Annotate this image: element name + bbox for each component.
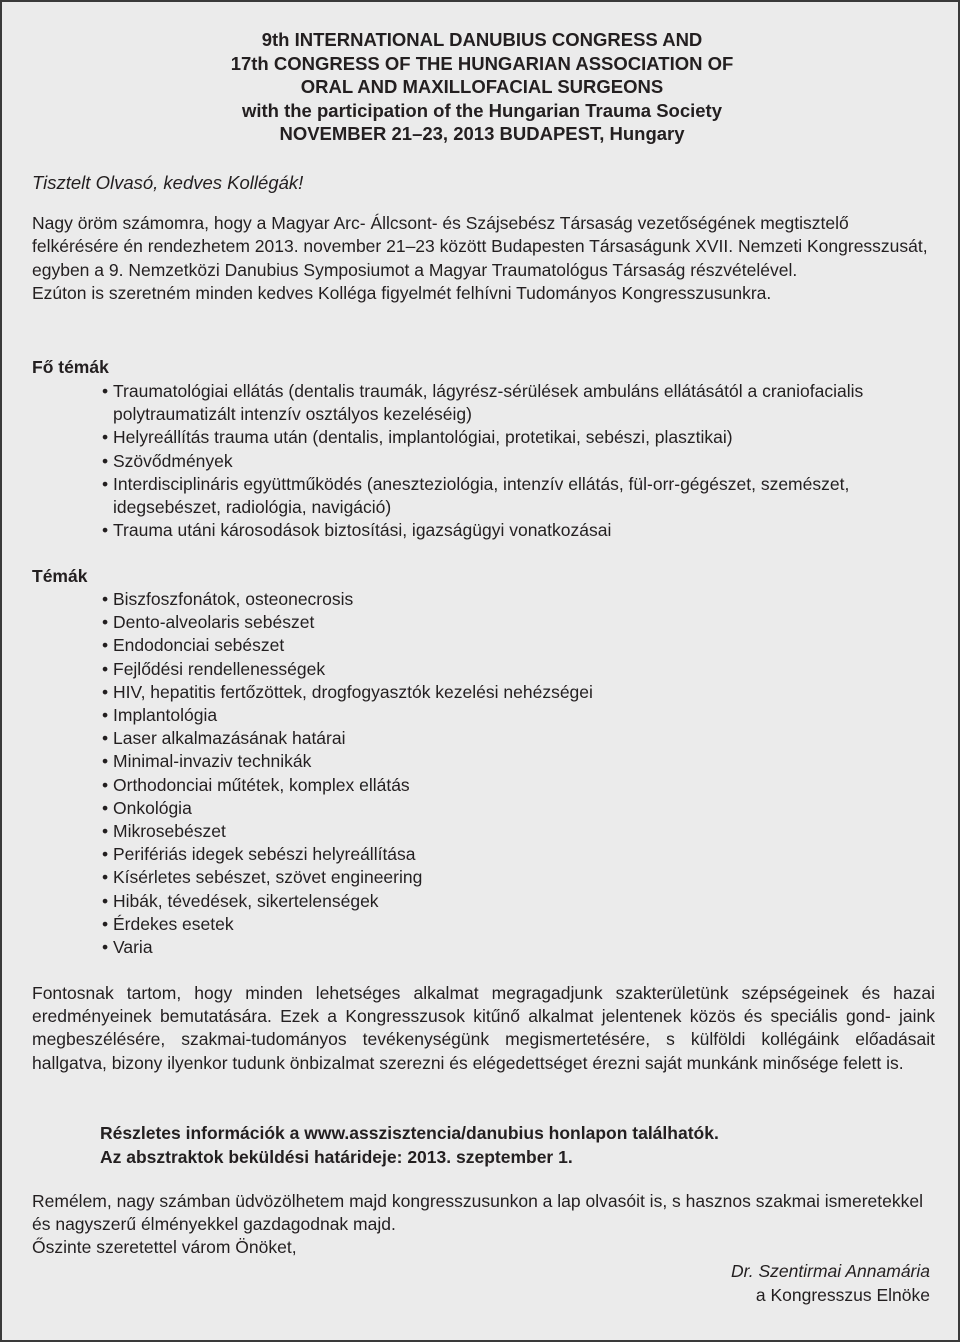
greeting: Tisztelt Olvasó, kedves Kollégák! [32,172,304,193]
final-paragraph: Remélem, nagy számban üdvözölhetem majd kongresszusunkon a lap olvasóit is, s hasznos szakmai ismeretekkel és nagyszerű élményekkel gazdagodnak majd. [32,1191,923,1235]
info-website-line: Részletes információk a www.asszisztencia/danubius honlapon találhatók. [100,1123,719,1143]
list-item: • Helyreállítás trauma után (dentalis, implantológiai, protetikai, sebészi, plasztikai) [102,426,942,449]
final-paragraph: Őszinte szeretettel várom Önöket, [32,1237,297,1258]
header-line: with the participation of the Hungarian Trauma Society [241,99,723,121]
list-item: • Fejlődési rendellenességek [102,658,942,681]
header-line: NOVEMBER 21–23, 2013 BUDAPEST, Hungary [279,123,685,144]
list-item: • Implantológia [102,704,942,727]
info-deadline-line: Az absztraktok beküldési határideje: 2013. szeptember 1. [100,1146,573,1167]
closing-paragraph: Fontosnak tartom, hogy minden lehetséges alkalmat megragadjunk szakterületünk szépségeinek és hazai eredményeinek bemutatására. Ezek a Kongresszusok kitűnő alkalmat jelentenek közös és speciális gond- jaink megbeszélésére, szakmai-tudományos tevékenységünk megismertetésére, s külföldi kollégáink előadásait hallgatva, bizony ilyenkor tudunk önbizalmat szerezni és elégedettséget érezni saját munkánk minősége felett is. [32,983,935,1073]
list-item: • Orthodonciai műtétek, komplex ellátás [102,774,942,797]
main-topics-title: Fő témák [32,357,109,377]
topics-list [102,588,942,959]
list-item: • Trauma utáni károsodások biztosítási, igazságügyi vonatkozásai [102,519,942,542]
list-item: • Perifériás idegek sebészi helyreállítása [102,843,942,866]
list-item: • Dento-alveolaris sebészet [102,611,942,634]
info-block [100,1122,719,1169]
signature-role: a Kongresszus Elnöke [755,1284,930,1305]
list-item: • Laser alkalmazásának határai [102,727,942,750]
list-item: • Hibák, tévedések, sikertelenségek [102,890,942,913]
list-item: • Interdisciplináris együttműködés (aneszteziológia, intenzív ellátás, fül-orr-gégészet, szemészet, idegsebészet, radiológia, navigáció) [102,473,942,519]
main-topics-list [102,380,942,542]
header-line: ORAL AND MAXILLOFACIAL SURGEONS [300,76,664,97]
closing-text [32,982,935,1075]
list-item: • Érdekes esetek [102,913,942,936]
header-line: 17th CONGRESS OF THE HUNGARIAN ASSOCIATION OF [230,52,734,74]
list-item: • Onkológia [102,797,942,820]
congress-header [2,28,960,146]
signature [731,1260,930,1307]
list-item: • Szövődmények [102,450,942,473]
topics-title: Témák [32,566,88,586]
list-item: • HIV, hepatitis fertőzöttek, drogfogyasztók kezelési nehézségei [102,681,942,704]
list-item: • Traumatológiai ellátás (dentalis traumák, lágyrész-sérülések ambuláns ellátásától a craniofacialis polytraumatizált intenzív osztályos kezeléséig) [102,380,942,426]
list-item: • Minimal-invaziv technikák [102,750,942,773]
intro-text [32,212,937,306]
list-item: • Endodonciai sebészet [102,634,942,657]
final-text [32,1190,937,1260]
list-item: • Kísérletes sebészet, szövet engineering [102,866,942,889]
header-line: 9th INTERNATIONAL DANUBIUS CONGRESS AND [261,29,703,50]
intro-paragraph: Ezúton is szeretném minden kedves Kolléga figyelmét felhívni Tudományos Kongresszusunkra. [32,283,772,304]
list-item: • Mikrosebészet [102,820,942,843]
list-item: • Biszfoszfonátok, osteonecrosis [102,588,942,611]
signature-name: Dr. Szentirmai Annamária [730,1261,930,1281]
intro-paragraph: Nagy öröm számomra, hogy a Magyar Arc- Állcsont- és Szájsebész Társaság vezetőségének megtisztelő felkérésére én rendezhetem 2013. november 21–23 között Budapesten Társaságunk XVII. Nemzeti Kongresszusát, egyben a 9. Nemzetközi Danubius Symposiumot a Magyar Traumatológus Társaság részvételével. [32,213,928,280]
list-item: • Varia [102,936,942,959]
